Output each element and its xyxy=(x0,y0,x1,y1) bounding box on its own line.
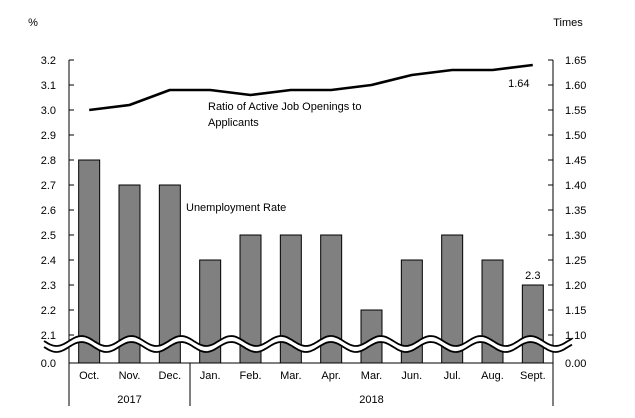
right-tick-label: 1.15 xyxy=(565,305,587,317)
x-tick-label: Apr. xyxy=(321,370,341,382)
left-tick-label: 2.3 xyxy=(40,280,56,292)
year-label: 2017 xyxy=(117,394,142,406)
left-tick-label: 3.1 xyxy=(40,80,56,92)
line-series-label-line1: Ratio of Active Job Openings to xyxy=(208,101,362,113)
right-tick-label: 1.30 xyxy=(565,230,587,242)
x-tick-label: Mar. xyxy=(360,370,383,382)
right-tick-label: 1.10 xyxy=(565,330,587,342)
left-tick-label: 2.5 xyxy=(40,230,56,242)
left-tick-label: 2.2 xyxy=(40,305,56,317)
x-tick-label: Feb. xyxy=(239,370,262,382)
bar-series-label: Unemployment Rate xyxy=(186,202,287,214)
x-tick-label: Nov. xyxy=(118,370,141,382)
right-tick-label: 0.00 xyxy=(565,358,587,370)
right-tick-label: 1.25 xyxy=(565,255,587,267)
right-tick-label: 1.45 xyxy=(565,155,587,167)
x-tick-label: Jan. xyxy=(199,370,221,382)
left-tick-label: 2.1 xyxy=(40,330,56,342)
bar-end-label: 2.3 xyxy=(525,270,541,282)
left-tick-label: 2.6 xyxy=(40,205,56,217)
right-tick-label: 1.35 xyxy=(565,205,587,217)
year-label: 2018 xyxy=(359,394,384,406)
left-axis-title: % xyxy=(28,17,38,29)
bar-12 xyxy=(522,285,543,363)
line-end-label: 1.64 xyxy=(508,78,530,90)
left-tick-label: 2.9 xyxy=(40,130,56,142)
right-tick-label: 1.55 xyxy=(565,105,587,117)
left-tick-label: 3.2 xyxy=(40,55,56,67)
left-tick-label: 0.0 xyxy=(40,358,56,370)
x-tick-label: Oct. xyxy=(79,370,100,382)
left-tick-label: 2.7 xyxy=(40,180,56,192)
right-tick-label: 1.50 xyxy=(565,130,587,142)
right-tick-label: 1.20 xyxy=(565,280,587,292)
right-tick-label: 1.60 xyxy=(565,80,587,92)
line-series-label-line2: Applicants xyxy=(208,117,259,129)
x-tick-label: Aug. xyxy=(481,370,504,382)
left-tick-label: 3.0 xyxy=(40,105,56,117)
right-tick-label: 1.65 xyxy=(565,55,587,67)
x-tick-label: Dec. xyxy=(158,370,182,382)
bar-1 xyxy=(79,160,100,363)
x-tick-label: Sept. xyxy=(519,370,546,382)
x-tick-label: Mar. xyxy=(280,370,302,382)
x-tick-label: Jul. xyxy=(443,370,461,382)
x-tick-label: Jun. xyxy=(401,370,423,382)
right-axis-title: Times xyxy=(553,17,583,29)
right-tick-label: 1.40 xyxy=(565,180,587,192)
left-tick-label: 2.4 xyxy=(40,255,56,267)
left-tick-label: 2.8 xyxy=(40,155,56,167)
